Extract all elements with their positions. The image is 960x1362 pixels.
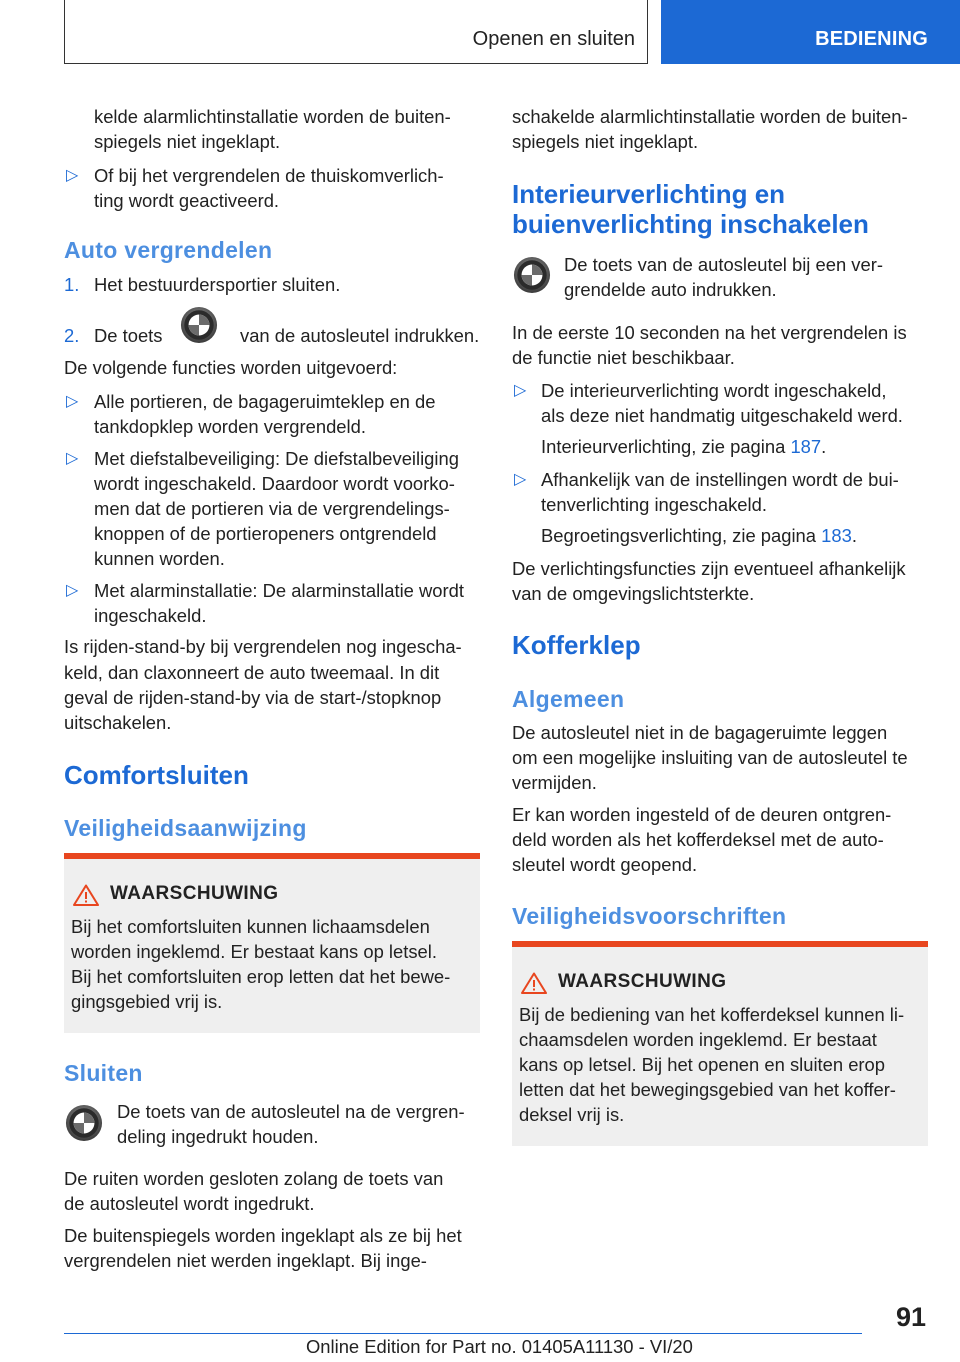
step-number: 1. (64, 274, 80, 295)
paragraph-line: de functie niet beschikbaar. (512, 347, 735, 368)
paragraph-line: spiegels niet ingeklapt. (94, 131, 281, 152)
paragraph-line: keld, dan claxonneert de auto tweemaal. In dit (64, 662, 440, 683)
footer-divider (64, 1333, 862, 1334)
paragraph-line: deling ingedrukt houden. (117, 1126, 319, 1147)
paragraph-line: geval de rijden-stand-by via de start-/stopknop (64, 687, 442, 708)
warning-triangle-icon (73, 884, 99, 906)
step-text: De toets (94, 325, 163, 346)
bullet-line: ting wordt geactiveerd. (94, 190, 280, 211)
heading-lighting: Interieurverlichting en (512, 179, 786, 209)
heading-algemeen: Algemeen (512, 686, 625, 712)
paragraph-line: De autosleutel niet in de bagageruimte leggen (512, 722, 888, 743)
warning-box (64, 853, 480, 1033)
reference-dot: . (821, 436, 827, 457)
paragraph-line: de autosleutel wordt ingedrukt. (64, 1193, 315, 1214)
cross-reference (541, 434, 826, 459)
bullet-line: kunnen worden. (94, 548, 225, 569)
cross-reference (541, 523, 857, 548)
paragraph-line: kelde alarmlichtinstallatie worden de buiten- (94, 106, 451, 127)
footer-edition: Online Edition for Part no. 01405A11130 - VI/20 (306, 1336, 693, 1357)
heading-comfortsluiten: Comfortsluiten (64, 760, 249, 790)
paragraph-line: Er kan worden ingesteld of de deuren ontgren- (512, 804, 892, 825)
paragraph-line: om een mogelijke insluiting van de autosleutel te (512, 747, 908, 768)
bullet-line: Met alarminstallatie: De alarminstallatie wordt (94, 580, 464, 601)
paragraph-line: grendelde auto indrukken. (564, 279, 777, 300)
paragraph-line: De verlichtingsfuncties zijn eventueel afhankelijk (512, 558, 906, 579)
paragraph-line: vermijden. (512, 772, 597, 793)
page-number: 91 (895, 1302, 926, 1332)
bullet-line: Alle portieren, de bagageruimteklep en de (94, 391, 436, 412)
heading-auto-vergrendelen: Auto vergrendelen (64, 237, 273, 263)
bullet-triangle-icon: ▷ (66, 167, 79, 184)
bmw-logo-key-icon (180, 306, 218, 344)
warning-line: Bij de bediening van het kofferdeksel kunnen li- (519, 1004, 905, 1025)
heading-veiligheidsaanwijzing: Veiligheidsaanwijzing (64, 815, 307, 841)
paragraph-line: De buitenspiegels worden ingeklapt als ze bij het (64, 1225, 462, 1246)
bmw-logo-key-icon (65, 1104, 103, 1142)
paragraph-line: De toets van de autosleutel na de vergren- (117, 1101, 465, 1122)
bullet-triangle-icon: ▷ (66, 393, 79, 410)
paragraph-line: De ruiten worden gesloten zolang de toets van (64, 1168, 444, 1189)
warning-triangle-icon (521, 972, 547, 994)
bullet-line: men dat de portieren via de vergrendelings- (94, 498, 450, 519)
paragraph-line: sleutel wordt geopend. (512, 854, 698, 875)
heading-veiligheidsvoorschriften: Veiligheidsvoorschriften (512, 903, 787, 929)
bullet-line: tankdopklep worden vergrendeld. (94, 416, 366, 437)
warning-title: WAARSCHUWING (110, 883, 279, 904)
paragraph-line: schakelde alarmlichtinstallatie worden de buiten- (512, 106, 908, 127)
warning-line: letten dat het bewegingsgebied van het koffer- (519, 1079, 896, 1100)
bullet-line: als deze niet handmatig uitgeschakeld werd. (541, 405, 903, 426)
step-text: Het bestuurdersportier sluiten. (94, 274, 341, 295)
paragraph-line: De toets van de autosleutel bij een ver- (564, 254, 883, 275)
warning-line: Bij het comfortsluiten erop letten dat het bewe- (71, 966, 451, 987)
bullet-line: wordt ingeschakeld. Daardoor wordt voorko- (94, 473, 455, 494)
warning-line: deksel vrij is. (519, 1104, 625, 1125)
chapter-tab[interactable] (661, 0, 960, 64)
chapter-tab-label: BEDIENING (815, 28, 928, 50)
section-title: Openen en sluiten (472, 28, 635, 50)
paragraph-line: spiegels niet ingeklapt. (512, 131, 699, 152)
bullet-line: Of bij het vergrendelen de thuiskomverlich- (94, 165, 444, 186)
paragraph-line: van de omgevingslichtsterkte. (512, 583, 755, 604)
paragraph-line: Is rijden-stand-by bij vergrendelen nog ingescha- (64, 636, 462, 657)
warning-line: chaamsdelen worden ingeklemd. Er bestaat (519, 1029, 877, 1050)
bullet-triangle-icon: ▷ (514, 382, 527, 399)
warning-title: WAARSCHUWING (558, 971, 727, 992)
reference-text: Interieurverlichting, zie pagina (541, 436, 791, 457)
bullet-triangle-icon: ▷ (514, 471, 527, 488)
bullet-triangle-icon: ▷ (66, 582, 79, 599)
reference-dot: . (851, 525, 857, 546)
paragraph: De volgende functies worden uitgevoerd: (64, 357, 398, 378)
warning-line: Bij het comfortsluiten kunnen lichaamsdelen (71, 916, 430, 937)
paragraph-line: uitschakelen. (64, 712, 172, 733)
heading-sluiten: Sluiten (64, 1060, 143, 1086)
reference-text: Begroetingsverlichting, zie pagina (541, 525, 822, 546)
bullet-line: Afhankelijk van de instellingen wordt de bui- (541, 469, 899, 490)
heading-lighting-cont: buienverlichting inschakelen (512, 209, 869, 239)
bullet-line: Met diefstalbeveiliging: De diefstalbeveiliging (94, 448, 459, 469)
warning-line: gingsgebied vrij is. (71, 991, 223, 1012)
step-number: 2. (64, 325, 80, 346)
page-link-187[interactable]: 187 (790, 436, 822, 457)
bullet-line: tenverlichting ingeschakeld. (541, 494, 767, 515)
page-link-183[interactable]: 183 (821, 525, 852, 546)
bullet-triangle-icon: ▷ (66, 450, 79, 467)
bullet-line: knoppen of de portieropeners ontgrendeld (94, 523, 437, 544)
bullet-line: De interieurverlichting wordt ingeschakeld, (541, 380, 887, 401)
bullet-line: ingeschakeld. (94, 605, 207, 626)
bmw-logo-key-icon (513, 256, 551, 294)
header-section-box (64, 0, 648, 64)
paragraph-line: In de eerste 10 seconden na het vergrendelen is (512, 322, 907, 343)
paragraph-line: vergrendelen niet werden ingeklapt. Bij inge- (64, 1250, 427, 1271)
paragraph-line: deld worden als het kofferdeksel met de auto- (512, 829, 884, 850)
warning-box (512, 941, 928, 1146)
heading-kofferklep: Kofferklep (512, 630, 641, 660)
warning-line: worden ingeklemd. Er bestaat kans op letsel. (71, 941, 437, 962)
warning-line: kans op letsel. Bij het openen en sluiten erop (519, 1054, 886, 1075)
step-text-cont: van de autosleutel indrukken. (240, 325, 480, 346)
